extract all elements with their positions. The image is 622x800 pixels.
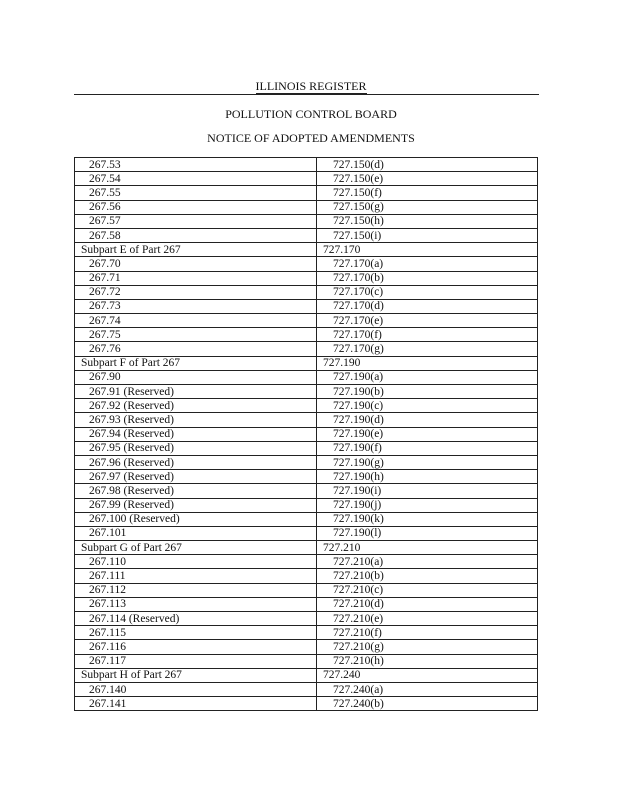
part-267-section-cell: 267.72 (75, 285, 317, 299)
part-727-section-cell: 727.190(f) (317, 441, 538, 455)
part-267-section-cell: Subpart F of Part 267 (75, 356, 317, 370)
table-row (75, 342, 538, 356)
part-727-section-cell: 727.150(d) (317, 158, 538, 172)
part-267-section-cell: 267.113 (75, 597, 317, 611)
table-row (75, 257, 538, 271)
part-727-section-cell: 727.210(a) (317, 555, 538, 569)
part-727-section-cell: 727.190(k) (317, 512, 538, 526)
part-727-section-cell: 727.190(c) (317, 399, 538, 413)
board-title: POLLUTION CONTROL BOARD (225, 107, 397, 121)
part-267-section-cell: 267.100 (Reserved) (75, 512, 317, 526)
part-267-section-cell: 267.76 (75, 342, 317, 356)
part-267-section-cell: 267.99 (Reserved) (75, 498, 317, 512)
part-727-section-cell: 727.190(j) (317, 498, 538, 512)
part-727-section-cell: 727.170(b) (317, 271, 538, 285)
part-727-section-cell: 727.210(h) (317, 654, 538, 668)
part-727-section-cell: 727.210(c) (317, 583, 538, 597)
table-row (75, 186, 538, 200)
part-267-section-cell: 267.58 (75, 228, 317, 242)
part-267-section-cell: 267.141 (75, 697, 317, 711)
table-row (75, 597, 538, 611)
table-row (75, 228, 538, 242)
part-727-section-cell: 727.240 (317, 668, 538, 682)
part-727-section-cell: 727.210(b) (317, 569, 538, 583)
part-267-section-cell: 267.112 (75, 583, 317, 597)
table-row (75, 158, 538, 172)
part-267-section-cell: 267.73 (75, 299, 317, 313)
part-727-section-cell: 727.240(b) (317, 697, 538, 711)
part-267-section-cell: 267.90 (75, 370, 317, 384)
part-267-section-cell: 267.93 (Reserved) (75, 413, 317, 427)
part-727-section-cell: 727.170(e) (317, 314, 538, 328)
table-row (75, 555, 538, 569)
part-727-section-cell: 727.150(i) (317, 228, 538, 242)
table-row (75, 697, 538, 711)
part-267-section-cell: 267.91 (Reserved) (75, 385, 317, 399)
part-727-section-cell: 727.190(l) (317, 526, 538, 540)
part-267-section-cell: 267.117 (75, 654, 317, 668)
part-267-section-cell: 267.115 (75, 626, 317, 640)
table-row (75, 612, 538, 626)
table-row (75, 654, 538, 668)
part-267-section-cell: 267.110 (75, 555, 317, 569)
part-727-section-cell: 727.170(d) (317, 299, 538, 313)
part-267-section-cell: 267.56 (75, 200, 317, 214)
table-row (75, 626, 538, 640)
subpart-row (75, 541, 538, 555)
part-727-section-cell: 727.170(g) (317, 342, 538, 356)
part-727-section-cell: 727.190(g) (317, 455, 538, 469)
part-727-section-cell: 727.190(b) (317, 385, 538, 399)
register-title (0, 79, 622, 93)
part-267-section-cell: Subpart G of Part 267 (75, 541, 317, 555)
table-row (75, 399, 538, 413)
part-727-section-cell: 727.190(h) (317, 470, 538, 484)
table-row (75, 299, 538, 313)
part-727-section-cell: 727.170(f) (317, 328, 538, 342)
part-267-section-cell: 267.71 (75, 271, 317, 285)
subpart-row (75, 356, 538, 370)
part-267-section-cell: 267.98 (Reserved) (75, 484, 317, 498)
header-rule (74, 94, 539, 95)
register-title-text: ILLINOIS REGISTER (255, 79, 367, 93)
part-267-section-cell: 267.70 (75, 257, 317, 271)
table-row (75, 427, 538, 441)
part-267-section-cell: 267.53 (75, 158, 317, 172)
table-row (75, 498, 538, 512)
table-row (75, 413, 538, 427)
part-267-section-cell: 267.55 (75, 186, 317, 200)
table-row (75, 640, 538, 654)
part-727-section-cell: 727.210(d) (317, 597, 538, 611)
part-267-section-cell: 267.75 (75, 328, 317, 342)
table-row (75, 314, 538, 328)
part-727-section-cell: 727.190(d) (317, 413, 538, 427)
part-267-section-cell: 267.96 (Reserved) (75, 455, 317, 469)
subpart-row (75, 243, 538, 257)
table-row (75, 512, 538, 526)
table-row (75, 271, 538, 285)
table-row (75, 470, 538, 484)
part-267-section-cell: 267.101 (75, 526, 317, 540)
part-727-section-cell: 727.150(h) (317, 214, 538, 228)
part-267-section-cell: Subpart E of Part 267 (75, 243, 317, 257)
part-267-section-cell: 267.57 (75, 214, 317, 228)
part-267-section-cell: 267.95 (Reserved) (75, 441, 317, 455)
part-727-section-cell: 727.190(i) (317, 484, 538, 498)
part-267-section-cell: 267.92 (Reserved) (75, 399, 317, 413)
notice-title: NOTICE OF ADOPTED AMENDMENTS (207, 131, 415, 145)
part-267-section-cell: 267.74 (75, 314, 317, 328)
table-row (75, 370, 538, 384)
part-267-section-cell: 267.114 (Reserved) (75, 612, 317, 626)
part-727-section-cell: 727.170 (317, 243, 538, 257)
part-727-section-cell: 727.170(c) (317, 285, 538, 299)
part-727-section-cell: 727.210(e) (317, 612, 538, 626)
part-267-section-cell: 267.111 (75, 569, 317, 583)
part-727-section-cell: 727.190(a) (317, 370, 538, 384)
table-row (75, 682, 538, 696)
table-row (75, 172, 538, 186)
part-727-section-cell: 727.240(a) (317, 682, 538, 696)
part-267-section-cell: Subpart H of Part 267 (75, 668, 317, 682)
part-267-section-cell: 267.140 (75, 682, 317, 696)
table-row (75, 484, 538, 498)
table-row (75, 328, 538, 342)
part-267-section-cell: 267.97 (Reserved) (75, 470, 317, 484)
table-row (75, 385, 538, 399)
part-727-section-cell: 727.210(g) (317, 640, 538, 654)
part-267-section-cell: 267.94 (Reserved) (75, 427, 317, 441)
part-267-section-cell: 267.54 (75, 172, 317, 186)
part-727-section-cell: 727.150(f) (317, 186, 538, 200)
table-row (75, 285, 538, 299)
part-727-section-cell: 727.190 (317, 356, 538, 370)
part-267-section-cell: 267.116 (75, 640, 317, 654)
part-727-section-cell: 727.150(e) (317, 172, 538, 186)
table-row (75, 526, 538, 540)
part-727-section-cell: 727.170(a) (317, 257, 538, 271)
part-727-section-cell: 727.150(g) (317, 200, 538, 214)
part-727-section-cell: 727.190(e) (317, 427, 538, 441)
table-row (75, 583, 538, 597)
part-727-section-cell: 727.210(f) (317, 626, 538, 640)
subpart-row (75, 668, 538, 682)
table-row (75, 455, 538, 469)
table-row (75, 441, 538, 455)
section-correspondence-table (74, 157, 538, 711)
table-row (75, 214, 538, 228)
table-row (75, 200, 538, 214)
part-727-section-cell: 727.210 (317, 541, 538, 555)
table-row (75, 569, 538, 583)
